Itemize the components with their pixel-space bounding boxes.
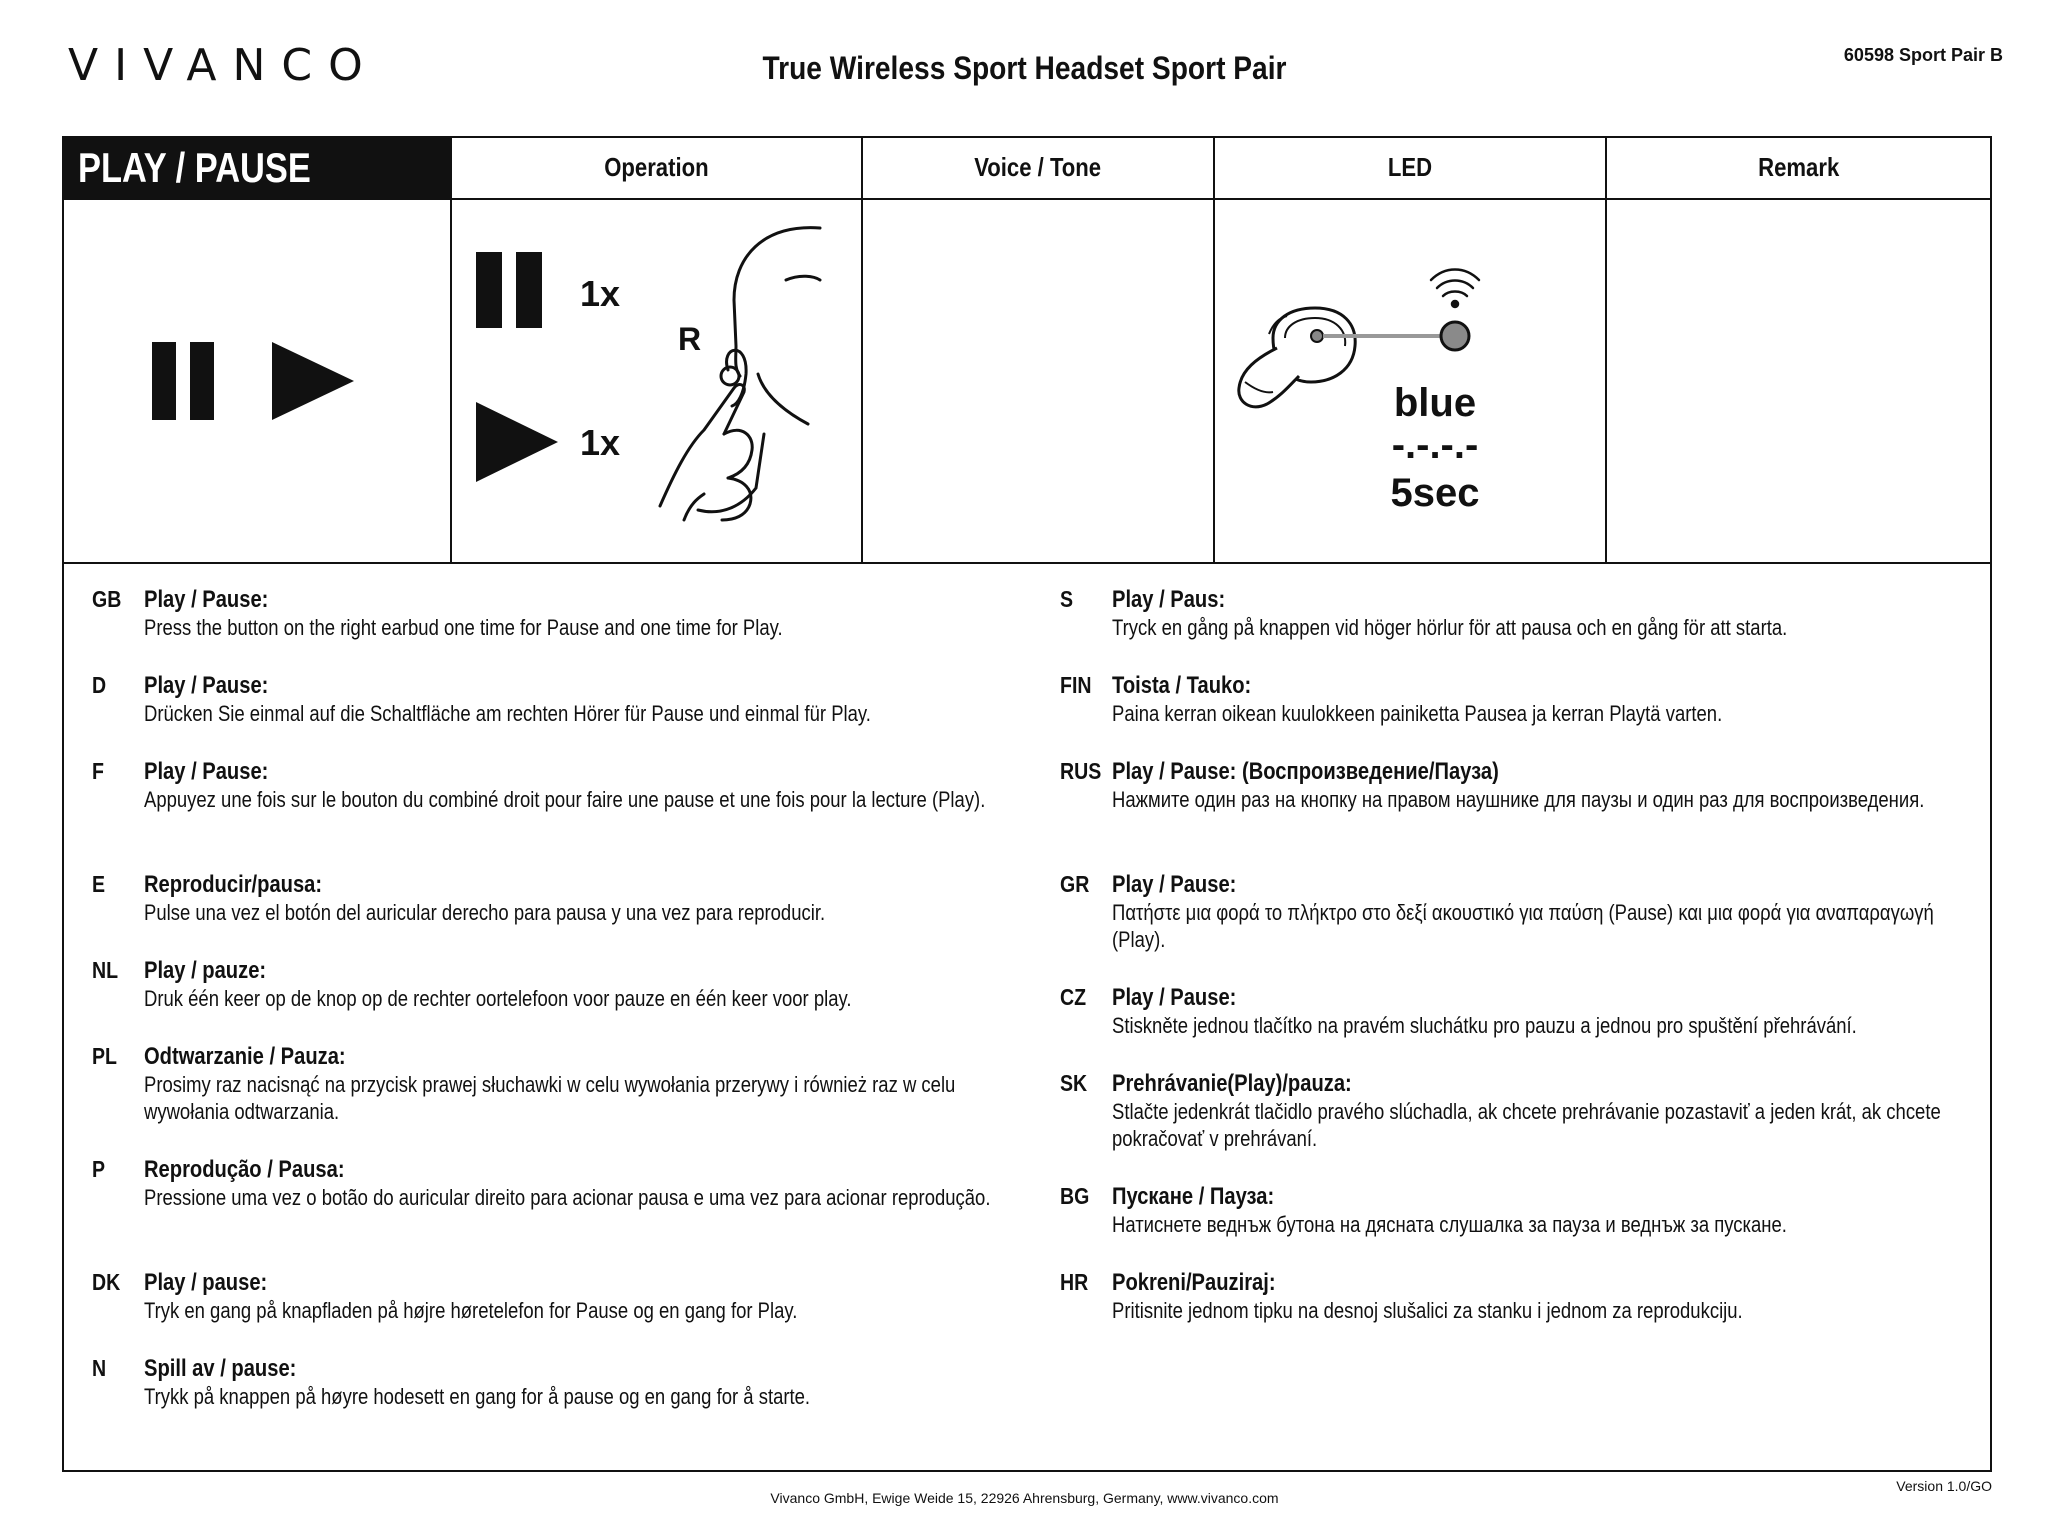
table-header-row [64,138,1990,200]
lang-heading: Prehrávanie(Play)/pauza: [1112,1070,1352,1097]
footer-address: Vivanco GmbH, Ewige Weide 15, 22926 Ahrensburg, Germany, www.vivanco.com [770,1490,1279,1506]
lang-code: RUS [1060,758,1102,784]
lang-heading: Reproducir/pausa: [144,871,323,898]
pause-icon [476,252,542,328]
lang-text: Trykk på knappen på høyre hodesett en gang for å pause og en gang for å starte. [144,1384,811,1409]
document-title: True Wireless Sport Headset Sport Pair [762,50,1287,86]
lang-heading: Pokreni/Pauziraj: [1112,1269,1276,1296]
lang-code: D [92,672,107,698]
lang-code: FIN [1060,672,1092,698]
lang-text: Tryck en gång på knappen vid höger hörlur för att pausa och en gång för att starta. [1112,615,1788,640]
lang-text: Натиснете веднъж бутона на дясната слушалка за пауза и веднъж за пускане. [1112,1212,1787,1237]
lang-text: Pressione uma vez o botão do auricular direito para acionar pausa e uma vez para acionar reprodução. [144,1185,991,1210]
wireless-signal-icon [1431,270,1479,308]
column-header-voice-tone: Voice / Tone [861,138,1213,198]
lang-code: HR [1060,1269,1089,1295]
lang-text: Pritisnite jednom tipku na desnoj slušalici za stanku i jednom za reprodukciju. [1112,1298,1743,1323]
lang-code: BG [1060,1183,1090,1209]
lang-text: Stlačte jedenkrát tlačidlo pravého slúchadla, ak chcete prehrávanie pozastaviť a jeden krát, ak chcete pokračovať v prehrávaní. [1112,1099,1941,1151]
lang-text: Prosimy raz nacisnąć na przycisk prawej słuchawki w celu wywołania przerywy i również raz w celu wywołania odtwarzania. [144,1072,956,1124]
right-side-label: R [678,321,702,357]
lang-text: Press the button on the right earbud one time for Pause and one time for Play. [144,615,783,640]
lang-code: E [92,871,106,897]
head-with-hand-icon [660,228,820,520]
lang-code: F [92,758,104,784]
cell-symbol [64,198,450,562]
lang-code: CZ [1060,984,1087,1010]
lang-heading: Odtwarzanie / Pauza: [144,1043,346,1070]
lang-code: DK [92,1269,121,1295]
lang-code: NL [92,957,119,983]
instruction-frame [62,136,1992,1472]
lang-heading: Play / Pause: [144,586,269,613]
led-indicator-icon [1441,322,1469,350]
column-header-led: LED [1213,138,1605,198]
lang-text: Druk één keer op de knop op de rechter oortelefoon voor pauze en één keer voor play. [144,986,852,1011]
lang-text: Drücken Sie einmal auf die Schaltfläche am rechten Hörer für Pause und einmal für Play. [144,701,871,726]
cell-operation [450,198,861,562]
lang-heading: Play / pause: [144,1269,268,1296]
play-count-label: 1x [580,422,621,463]
lang-code: S [1060,586,1074,612]
play-icon [476,402,558,482]
led-pattern-label: -.-.-.- [1391,423,1479,467]
cell-led [1213,198,1605,562]
lang-heading: Play / Paus: [1112,586,1226,613]
lang-heading: Reprodução / Pausa: [144,1156,345,1183]
column-header-operation: Operation [450,138,861,198]
lang-text: Appuyez une fois sur le bouton du combiné droit pour faire une pause et une fois pour la lecture (Play). [144,787,986,812]
column-header-remark: Remark [1605,138,1990,198]
model-number: 60598 Sport Pair B [1843,45,2003,65]
lang-heading: Play / pauze: [144,957,267,984]
lang-code: P [92,1156,106,1182]
lang-text: Πατήστε μια φορά το πλήκτρο στο δεξί ακουστικό για παύση (Pause) και μια φορά για αναπαραγωγή (Play). [1112,900,1934,952]
lang-text: Pulse una vez el botón del auricular derecho para pausa y una vez para reproducir. [144,900,826,925]
earbud-icon [1239,308,1355,407]
lang-heading: Toista / Tauko: [1112,672,1252,699]
section-title: PLAY / PAUSE [64,138,450,198]
lang-text: Tryk en gang på knapfladen på højre høretelefon for Pause og en gang for Play. [144,1298,798,1323]
lang-heading: Пускане / Пауза: [1112,1183,1275,1210]
lang-heading: Play / Pause: [144,758,269,785]
lang-code: N [92,1355,107,1381]
lang-heading: Play / Pause: [144,672,269,699]
pause-count-label: 1x [580,273,621,314]
brand-logo: VIVANCO [68,40,379,91]
pause-play-icon [152,342,354,420]
cell-voice-tone [861,198,1213,562]
lang-code: PL [92,1043,117,1069]
lang-text: Paina kerran oikean kuulokkeen painiketta Pausea ja kerran Playtä varten. [1112,701,1723,726]
version-label: Version 1.0/GO [1896,1478,1992,1494]
led-duration-label: 5sec [1390,471,1480,515]
lang-code: GB [92,586,122,612]
lang-code: GR [1060,871,1090,897]
lang-heading: Play / Pause: [1112,871,1237,898]
cell-remark [1605,198,1990,562]
lang-text: Stiskněte jednou tlačítko na pravém sluchátku pro pauzu a jednou pro spuštění přehrávání. [1112,1013,1857,1038]
lang-code: SK [1060,1070,1088,1096]
lang-heading: Play / Pause: (Воспроизведение/Пауза) [1112,758,1499,785]
lang-text: Нажмите один раз на кнопку на правом наушнике для паузы и один раз для воспроизведения. [1112,787,1925,812]
table-illustration-row [64,198,1990,564]
led-color-label: blue [1393,381,1477,425]
lang-heading: Play / Pause: [1112,984,1237,1011]
lang-heading: Spill av / pause: [144,1355,297,1382]
